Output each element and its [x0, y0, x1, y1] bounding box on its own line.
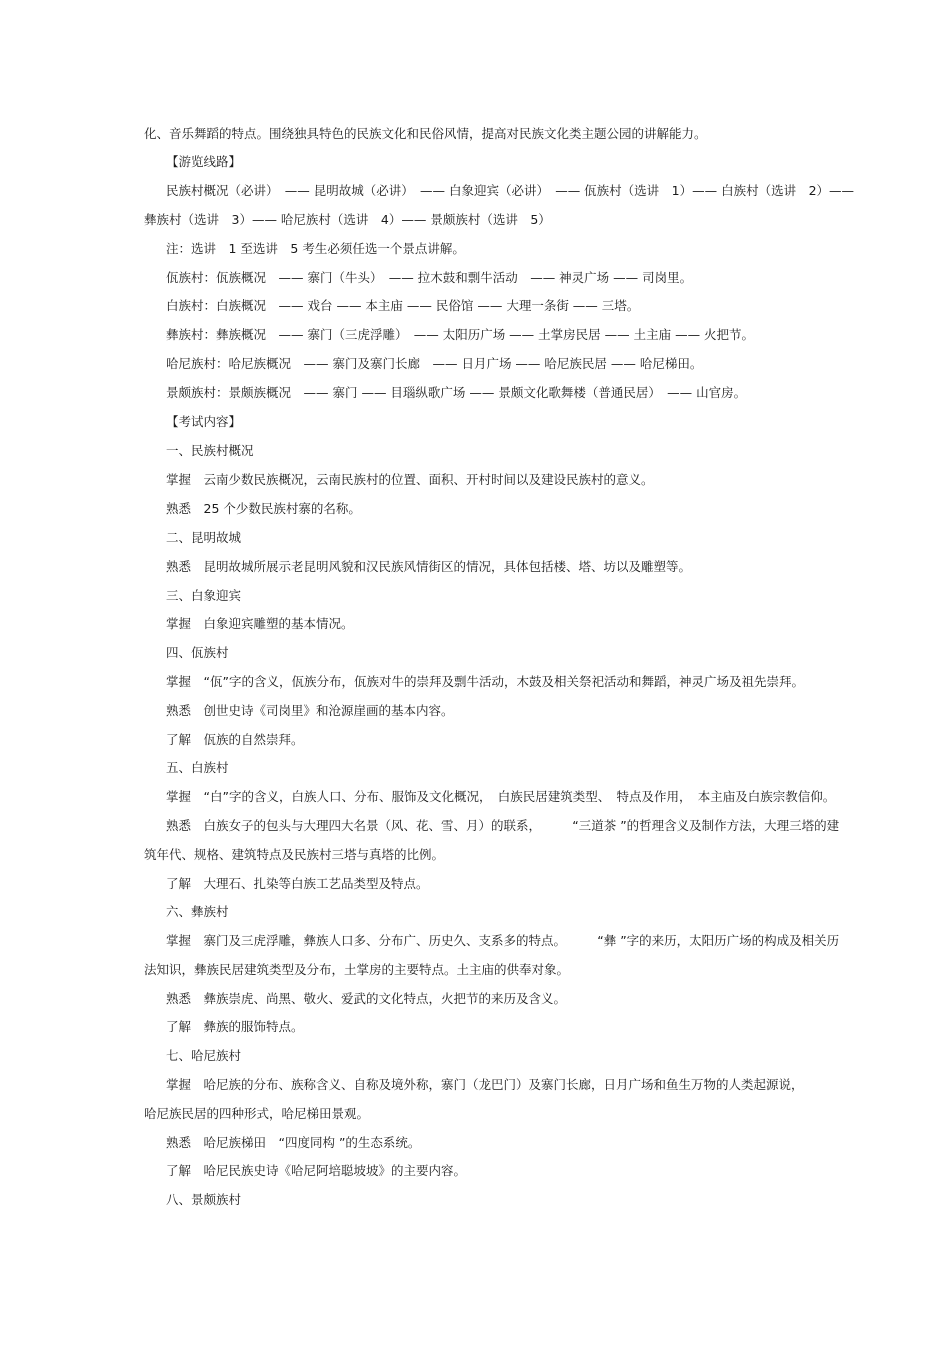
- subheading-7: 七、哈尼族村: [166, 1048, 242, 1063]
- section-heading-exam-content: 【考试内容】: [166, 414, 242, 429]
- route-line-1: 民族村概况（必讲） —— 昆明故城（必讲） —— 白象迎宾（必讲） —— 佤族村（选讲 1）—— 白族村（选讲 2）——: [166, 183, 855, 198]
- route-yi-village: 彝族村：彝族概况 —— 寨门（三虎浮雕） —— 太阳历广场 —— 土掌房民居 —— 土主庙 —— 火把节。: [166, 327, 755, 342]
- route-jingpo-village: 景颇族村：景颇族概况 —— 寨门 —— 目瑙纵歌广场 —— 景颇文化歌舞楼（普通民居） —— 山官房。: [166, 385, 747, 400]
- intro-text-continued: 化、音乐舞蹈的特点。围绕独具特色的民族文化和民俗风情，提高对民族文化类主题公园的讲解能力。: [144, 126, 707, 141]
- paragraph-line: 了解 哈尼民族史诗《哈尼阿培聪坡坡》的主要内容。: [166, 1163, 467, 1178]
- section-heading-tour-route: 【游览线路】: [166, 154, 242, 169]
- subheading-8: 八、景颇族村: [166, 1192, 242, 1207]
- paragraph-line: 筑年代、规格、建筑特点及民族村三塔与真塔的比例。: [144, 847, 445, 862]
- paragraph-line: 了解 彝族的服饰特点。: [166, 1019, 304, 1034]
- paragraph-line: 法知识，彝族民居建筑类型及分布，土掌房的主要特点。土主庙的供奉对象。: [144, 962, 570, 977]
- paragraph-line: 掌握 “佤”字的含义，佤族分布，佤族对牛的崇拜及剽牛活动，木鼓及相关祭祀活动和舞蹈，神灵广场及祖先崇拜。: [166, 674, 804, 689]
- paragraph-line: 熟悉 昆明故城所展示老昆明风貌和汉民族风情街区的情况，具体包括楼、塔、坊以及雕塑等。: [166, 559, 692, 574]
- paragraph-line: 熟悉 白族女子的包头与大理四大名景（风、花、雪、月）的联系， “三道茶 ”的哲理含义及制作方法，大理三塔的建: [166, 818, 840, 833]
- paragraph-line: 掌握 哈尼族的分布、族称含义、自称及境外称，寨门（龙巴门）及寨门长廊，日月广场和鱼生万物的人类起源说，: [166, 1077, 804, 1092]
- paragraph-line: 熟悉 彝族崇虎、尚黑、敬火、爱武的文化特点，火把节的来历及含义。: [166, 991, 567, 1006]
- subheading-2: 二、昆明故城: [166, 530, 242, 545]
- subheading-1: 一、民族村概况: [166, 443, 254, 458]
- subheading-5: 五、白族村: [166, 760, 229, 775]
- route-note: 注：选讲 1 至选讲 5 考生必须任选一个景点讲解。: [166, 241, 465, 256]
- subheading-4: 四、佤族村: [166, 645, 229, 660]
- paragraph-line: 掌握 云南少数民族概况，云南民族村的位置、面积、开村时间以及建设民族村的意义。: [166, 472, 654, 487]
- paragraph-line: 掌握 寨门及三虎浮雕，彝族人口多、分布广、历史久、支系多的特点。 “彝 ”字的来历，太阳历广场的构成及相关历: [166, 933, 840, 948]
- paragraph-line: 哈尼族民居的四种形式，哈尼梯田景观。: [144, 1106, 370, 1121]
- route-hani-village: 哈尼族村：哈尼族概况 —— 寨门及寨门长廊 —— 日月广场 —— 哈尼族民居 —— 哈尼梯田。: [166, 356, 703, 371]
- paragraph-line: 熟悉 25 个少数民族村寨的名称。: [166, 501, 361, 516]
- subheading-3: 三、白象迎宾: [166, 588, 242, 603]
- route-bai-village: 白族村：白族概况 —— 戏台 —— 本主庙 —— 民俗馆 —— 大理一条街 —— 三塔。: [166, 298, 640, 313]
- paragraph-line: 了解 大理石、扎染等白族工艺品类型及特点。: [166, 876, 429, 891]
- paragraph-line: 熟悉 创世史诗《司岗里》和沧源崖画的基本内容。: [166, 703, 454, 718]
- paragraph-line: 熟悉 哈尼族梯田 “四度同构 ”的生态系统。: [166, 1135, 421, 1150]
- subheading-6: 六、彝族村: [166, 904, 229, 919]
- paragraph-line: 了解 佤族的自然崇拜。: [166, 732, 304, 747]
- paragraph-line: 掌握 “白”字的含义，白族人口、分布、服饰及文化概况， 白族民居建筑类型、 特点及作用， 本主庙及白族宗教信仰。: [166, 789, 836, 804]
- route-line-2: 彝族村（选讲 3）—— 哈尼族村（选讲 4）—— 景颇族村（选讲 5）: [144, 212, 551, 227]
- paragraph-line: 掌握 白象迎宾雕塑的基本情况。: [166, 616, 354, 631]
- route-wa-village: 佤族村：佤族概况 —— 寨门（牛头） —— 拉木鼓和剽牛活动 —— 神灵广场 —— 司岗里。: [166, 270, 693, 285]
